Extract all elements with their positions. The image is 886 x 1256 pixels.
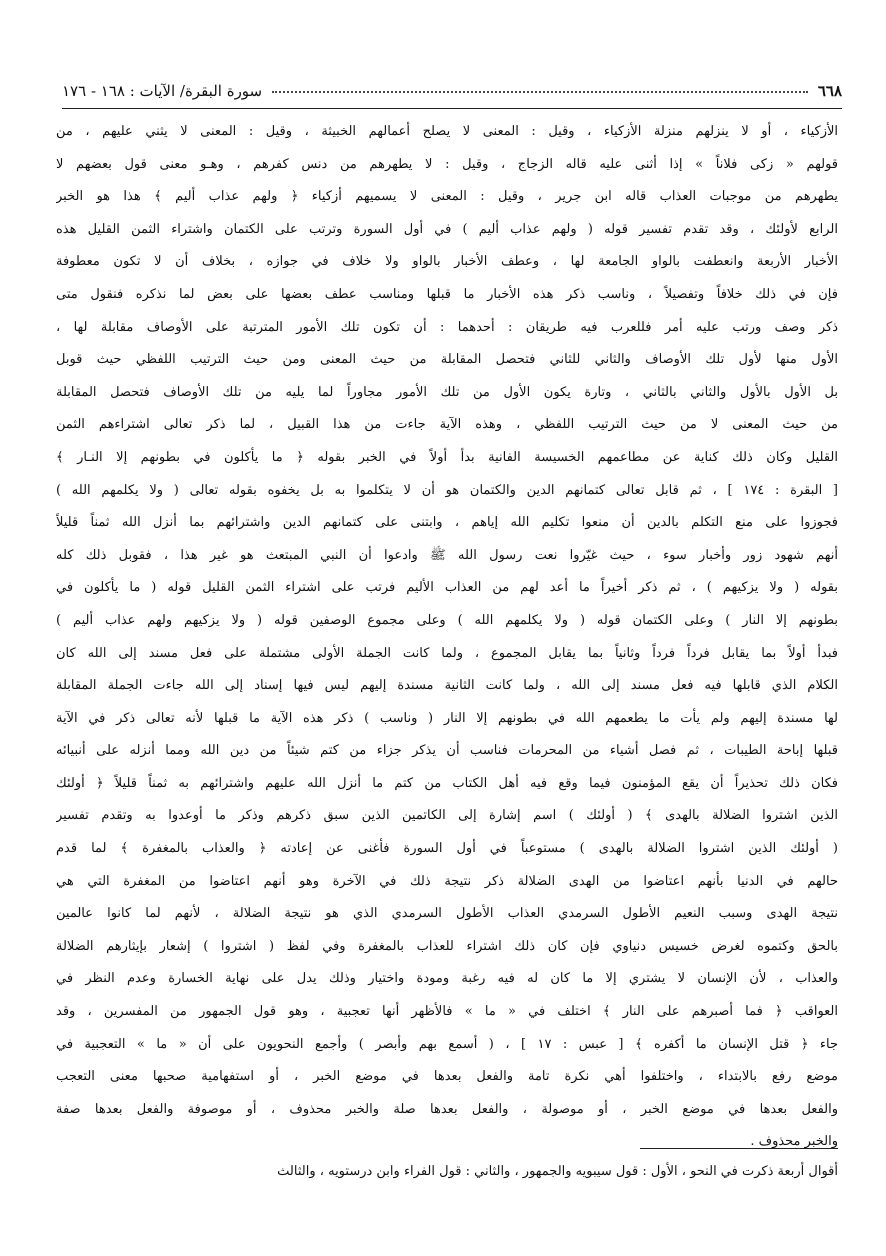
- text-line: قبلها إباحة الطيبات ، ثم فصل أشياء من المحرمات فناسب أن يذكر جزاء من كتم شيئاً من دين الله ومما أنزله على أنبيائه: [56, 743, 838, 759]
- text-line: حالهم في الدنيا بأنهم اعتاضوا من الهدى الضلالة ذكر نتيجة ذلك في الآخرة وهو أنهم اعتاضوا من المغفرة التي هي: [56, 873, 838, 889]
- text-line: جاء ﴿ قتل الإنسان ما أكفره ﴾ [ عبس : ١٧ ] ، ( أسمع بهم وأبصر ) وأجمع النحويون على أن « ما » التعجبية في: [56, 1036, 838, 1052]
- page-number: ٦٦٨: [817, 82, 842, 100]
- text-line: الأول منها لأول تلك الأوصاف والثاني للثاني فتحصل المقابلة من حيث المعنى ومن حيث الترتيب اللفظي حيث قوبل: [56, 352, 838, 368]
- text-line: بقوله ( ولا يزكيهم ) ، ثم ذكر أخيراً ما أعد لهم من العذاب الأليم فرتب على اشتراء الثمن القليل قوله ( ما يأكلون في: [56, 580, 838, 596]
- text-line: الكلام الذي قابلها فيه فعل مسند إلى الله ، ولما كانت الثانية مسندة إليهم ليس فيها إسناد إلى الله جاءت الجملة المقابلة: [56, 678, 838, 694]
- text-line: العواقب ﴿ فما أصبرهم على النار ﴾ اختلف في « ما » فالأظهر أنها تعجبية ، وهو قول الجمهور من المفسرين ، وقد: [56, 1004, 838, 1020]
- page-header: [62, 74, 842, 108]
- text-line: فجوزوا على منع التكلم بالدين أن منعوا تكليم الله إياهم ، وابتنى على كتمانهم الدين واشترائهم بما أنزل الله ثمناً قليلاً: [56, 515, 838, 531]
- text-line: الأخبار الأربعة وانعطفت بالواو الجامعة لها ، وعطف الأخبار بالواو ولا خلاف في جوازه ، بخلاف أن لا تكون معطوفة: [56, 254, 838, 270]
- text-line: الأزكياء ، أو لا ينزلهم منزلة الأزكياء ، وقيل : المعنى لا يصلح أعمالهم الخبيثة ، وقيل : المعنى لا يثني عليهم ، من: [56, 124, 838, 139]
- text-line: والعذاب ، لأن الإنسان لا يشتري إلا ما كان له فيه رغبة ومودة واختيار وذلك يدل على نهاية الخسارة وعدم النظر في: [56, 971, 838, 987]
- main-text: [56, 116, 838, 1159]
- text-line: بالحق وكتموه لغرض خسيس دنياوي فإن كان ذلك اشتراء للعذاب بالمغفرة وفي لفظ ( اشتروا ) إشعار بإيثارهم الضلالة: [56, 938, 838, 954]
- text-line: من حيث المعنى لا من حيث الترتيب اللفظي ، وهذه الآية جاءت من هذا القبيل ، لما ذكر تعالى اشتراءهم الثمن: [56, 417, 838, 433]
- text-line: بطونهم إلا النار ) وعلى الكتمان قوله ( ولا يكلمهم الله ) وعلى مجموع الوصفين قوله ( ولا يزكيهم ولهم عذاب أليم ): [56, 612, 838, 628]
- text-line: الذين اشتروا الضلالة بالهدى ﴾ ( أولئك ) اسم إشارة إلى الكاتمين الذين سبق ذكرهم وذكر ما أوعدوا به وتقدم تفسير: [56, 808, 838, 824]
- text-line: فإن في ذلك خلافاً وتفصيلاً ، وناسب ذكر هذه الأخبار ما قبلها ومناسب عطف بعضها على بعض لما نذكره فنقول متى: [56, 286, 838, 302]
- running-title: سورة البقرة/ الآيات : ١٦٨ - ١٧٦: [62, 82, 263, 100]
- text-line: ( أولئك الذين اشتروا الضلالة بالهدى ) مستوعباً في أول السورة فأغنى عن إعادته ﴿ والعذاب بالمغفرة ﴾ لما قدم: [56, 841, 838, 857]
- footnote-rule: [640, 1148, 838, 1149]
- text-line: نتيجة الهدى وسبب النعيم الأطول السرمدي العذاب الأطول السرمدي الذي هو نتيجة الضلالة ، لأنهم لما كانوا عالمين: [56, 906, 838, 922]
- text-line: القليل وكان ذلك كناية عن مطاعمهم الخسيسة الفانية بدأ أولاً في الخبر بقوله ﴿ ما يأكلون في بطونهم إلا النـار ﴾: [56, 449, 838, 465]
- text-line: فكان ذلك تحذيراً أن يقع المؤمنون فيما وقع فيه أهل الكتاب من كتم ما أنزل الله عليهم واشترائهم به ثمناً قليلاً ﴿ أولئك: [56, 775, 838, 791]
- text-line: موضع رفع بالابتداء ، واختلفوا أهي نكرة تامة والفعل بعدها في موضع الخبر ، أو استفهامية صحبها معنى التعجب: [56, 1069, 838, 1085]
- text-line: والخبر محذوف .: [750, 1134, 838, 1150]
- text-line: لها مسندة إليهم ولم يأت ما يطعمهم الله في بطونهم إلا النار ( وناسب ) ذكر هذه الآية ما قبلها لأنه تعالى ذكر في الآية: [56, 710, 838, 726]
- text-line: ذكر وصف ورتب عليه أمر فللعرب فيه طريقان : أحدهما : أن تكون تلك الأمور المترتبة على الأوصاف مقابلة لها ،: [56, 319, 838, 335]
- text-line: قولهم « زكى فلاناً » إذا أثنى عليه قاله الزجاج ، وقيل : لا يطهرهم من دنس كفرهم ، وهـو معنى قول بعضهم لا: [56, 156, 838, 172]
- text-line: فبدأ أولاً بما يقابل فرداً فرداً وثانياً بما يقابل المجموع ، ولما كانت الجملة الأولى مشتملة على فعل مسند إلى الله كان: [56, 645, 838, 661]
- text-line: والفعل بعدها في موضع الخبر ، أو موصولة ، والفعل بعدها صلة والخبر محذوف ، أو موصوفة والفعل بعدها صفة: [56, 1101, 838, 1117]
- text-line: الرابع لأولئك ، وقد تقدم تفسير قوله ( ولهم عذاب أليم ) في أول السورة وترتب على الكتمان واشتراء الثمن القليل هذه: [56, 221, 838, 237]
- text-line: بل الأول بالأول والثاني بالثاني ، وتارة يكون الأول من تلك الأمور مجاوراً لما يليه من تلك الأوصاف فتحصل المقابلة: [56, 384, 838, 400]
- footnote: أقوال أربعة ذكرت في النحو ، الأول : قول سيبويه والجمهور ، والثاني : قول الفراء وابن درستويه ، والثالث: [277, 1164, 838, 1179]
- header-dot-leader: [272, 90, 808, 93]
- header-rule: [62, 108, 842, 109]
- text-line: أنهم شهود زور وأخبار سوء ، حيث غيّروا نعت رسول الله ﷺ وادعوا أن النبي المبتعث هو غير هذا ، فقوبل ذلك كله: [56, 547, 838, 563]
- text-line: يطهرهم من موجبات العذاب قاله ابن جرير ، وقيل : المعنى لا يسميهم أزكياء ﴿ ولهم عذاب أليم ﴾ هذا هو الخبر: [56, 189, 838, 205]
- text-line: [ البقرة : ١٧٤ ] ، ثم قابل تعالى كتمانهم الدين والكتمان هو أن لا يتكلموا به بل يخفوه بقوله تعالى ( ولا يكلمهم الله ): [56, 482, 838, 498]
